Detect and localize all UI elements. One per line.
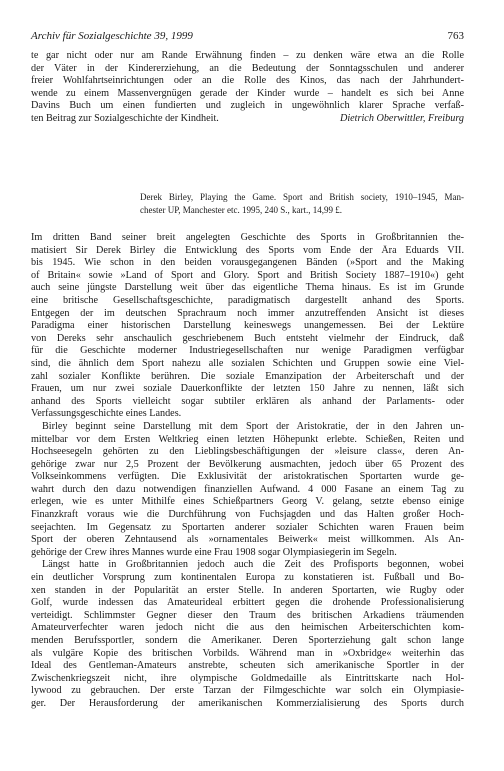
reviewer-signature: Dietrich Oberwittler, Freiburg bbox=[339, 112, 464, 124]
text-line: Längst hatte in Großbritannien jedoch auch die Zeit des Profisports begonnen, wobei bbox=[42, 559, 464, 571]
citation-line: Derek Birley, Playing the Game. Sport and British society, 1910–1945, Man- bbox=[140, 192, 464, 202]
journal-title: Archiv für Sozialgeschichte 39, 1999 bbox=[31, 30, 193, 42]
text-line: Hochseesegeln gehörten zu den Lieblingsbeschäftigungen der »leisure class«, deren An- bbox=[31, 446, 464, 458]
text-line: ein deutlicher Vorsprung zum kontinentalen Europa zu konstatieren ist. Fußball und Bo- bbox=[31, 572, 464, 584]
intro-paragraph bbox=[31, 50, 464, 126]
text-line-with-signature bbox=[31, 113, 464, 126]
text-line: bis 1945. Wie schon in den beiden vorausgegangenen Bänden (»Sport and the Making bbox=[31, 257, 464, 269]
text-line: Ideal des Gentleman-Amateurs anstrebte, scheuten sich amerikanische Sportler in der bbox=[31, 660, 464, 672]
text-line: mittelbar vor dem Ersten Weltkrieg einen letzten Höhepunkt erlebte. Schießen, Reiten und bbox=[31, 433, 464, 445]
text-line: Golf, wurde indessen das Amateurideal erbittert gegen die drohende Professionalisierung bbox=[31, 597, 464, 609]
text-line: für die Geschichte moderner Industriegesellschaften nur wenige Paradigmen verfügbar bbox=[31, 345, 464, 357]
text-line: gehörige der Crew ihres Mannes wurde eine Frau 1908 sogar Olympiasiegerin im Segeln. bbox=[31, 546, 397, 558]
text-line: Zwischenkriegszeit nicht, ihre olympische Goldmedaille als Eintrittskarte nach Hol- bbox=[31, 672, 464, 684]
body-paragraph bbox=[31, 232, 464, 421]
text-line: der Väter in der Kindererziehung, an die Bedeutung der Sonntagsschulen und anderer bbox=[31, 62, 464, 74]
review-body bbox=[31, 232, 464, 711]
text-line: ger. Der Herausforderung der amerikanischen Kommerzialisierung des Sports durch bbox=[31, 697, 464, 709]
text-line: matisiert Sir Derek Birley die Entwicklung des Sports vom Ende der Ära Eduards VII. bbox=[31, 244, 464, 256]
text-line: lywood zu gebrauchen. Der erste Tarzan der Filmgeschichte war solch ein Olympiasie- bbox=[31, 685, 464, 697]
body-paragraph bbox=[31, 559, 464, 710]
text-line: erlegen, wie es unter Mithilfe eines Schießpartners Georg V. gelang, setzte ebenso einige bbox=[31, 496, 464, 508]
text-line: Davins Buch um einen fundierten und zugleich in ungewöhnlich klarer Sprache verfaß- bbox=[31, 100, 464, 112]
text-line: Sport der oberen Zehntausend als »ornamentales Beiwerk« meist willkommen. Als An- bbox=[31, 534, 464, 546]
text-line: als vulgäre Kopie des britischen Vorbilds. Während man in »Oxbridge« weiterhin das bbox=[31, 647, 464, 659]
text-line: sind, die ähnlich dem Sport nahezu alle sozialen Schichten und Gruppen sowie eine Viel- bbox=[31, 357, 464, 369]
text-line: seejachten. Im Gegensatz zu Sportarten anderer sozialer Schichten waren Frauen beim bbox=[31, 521, 464, 533]
text-line: gehörige zwar nur 2,5 Prozent der Bevölkerung ausmachten, jedoch über 65 Prozent des bbox=[31, 458, 464, 470]
text-line: menden Berufssportler, sondern die Amerikaner. Deren Sporterziehung galt schon lange bbox=[31, 635, 464, 646]
reviewed-book-citation bbox=[140, 191, 464, 217]
page-number: 763 bbox=[447, 30, 464, 42]
citation-line: chester UP, Manchester etc. 1995, 240 S., kart., 14,99 £. bbox=[140, 205, 342, 215]
text-line: Paradigma einer historischen Darstellung keineswegs unangemessen. Bei der Lektüre bbox=[31, 320, 464, 332]
text-line: Entgegen der im deutschen Sprachraum noch immer anzutreffenden Ansicht ist dieses bbox=[31, 307, 464, 319]
text-line: Frauen, um nur zwei soziale Dauerkonflikte der letzten 150 Jahre zu nennen, läßt sich bbox=[31, 383, 464, 395]
text-line: of Britain« sowie »Land of Sport and Glory. Sport and British Society 1887–1910«) geht bbox=[31, 269, 464, 281]
text-line: eine britische Gesellschaftsgeschichte, paradigmatisch dargestellt anhand des Sports. bbox=[31, 294, 464, 306]
body-paragraph bbox=[31, 421, 464, 560]
text-line: te gar nicht oder nur am Rande Erwähnung finden – zu denken wäre etwa an die Rolle bbox=[31, 50, 464, 61]
text-line: Verfassungsgeschichte eines Landes. bbox=[31, 408, 182, 420]
text-line: freier Wohlfahrtseinrichtungen oder an die Rolle des Kinos, das nach der Jahrhundert- bbox=[31, 75, 464, 87]
text-line: auch seine jüngste Darstellung weit über das eigentliche Thema hinaus. Es ist im Grunde bbox=[31, 282, 464, 294]
text-line: anhand des Sports vielleicht sogar subtiler erklären als anhand der Parlaments- oder bbox=[31, 395, 464, 407]
text-line: Amateurverfechter waren jedoch nicht die aus den heimischen Arbeiterschichten kom- bbox=[31, 622, 464, 634]
text-line: von Dereks sehr anschaulich geschriebenem Buch entsteht vielmehr der Eindruck, daß bbox=[31, 332, 464, 344]
text-line: xen standen in der Popularität an erster Stelle. In anderen Sportarten, wie Rugby oder bbox=[31, 584, 464, 596]
previous-review-ending bbox=[31, 50, 464, 126]
text-line: Birley beginnt seine Darstellung mit dem Sport der Aristokratie, der in den Jahren un- bbox=[42, 420, 464, 432]
text-line: wahrt durch den dazu notwendigen finanziellen Aufwand. 4 000 Fasane an einem Tag zu bbox=[31, 483, 464, 495]
text-line: Finanzkraft voraus wie die Durchführung von Fuchsjagden und das Halten großer Hoch- bbox=[31, 509, 464, 521]
text-line: zahl sozialer Konflikte berühren. Die soziale Emanzipation der Arbeiterschaft und der bbox=[31, 370, 464, 382]
text-line: ten Beitrag zur Sozialgeschichte der Kindheit. bbox=[31, 112, 219, 124]
text-line: wende zu einem Massenvergnügen gerade der Kinder wurde – handelt es sich bei Anne bbox=[31, 87, 464, 99]
text-line: Volkseinkommens verfügten. Die Exklusivität der aristokratischen Sportarten wurde ge- bbox=[31, 471, 464, 483]
running-header bbox=[31, 30, 464, 44]
text-line: verteidigt. Schlimmster Gegner dieser den Traum des britischen Arkadiens träumenden bbox=[31, 609, 464, 621]
text-line: Im dritten Band seiner breit angelegten Geschichte des Sports in Großbritannien the- bbox=[31, 232, 464, 243]
